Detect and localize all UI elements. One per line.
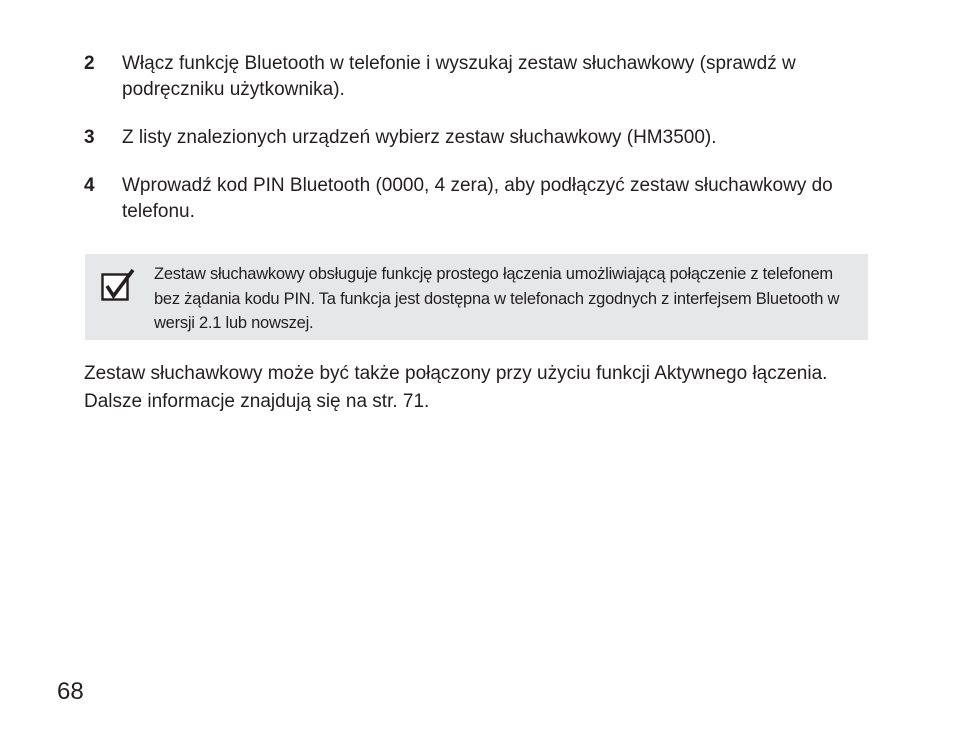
step-item	[84, 173, 874, 225]
step-text: Włącz funkcję Bluetooth w telefonie i wyszukaj zestaw słuchawkowy (sprawdź w podręczniku użytkownika).	[122, 53, 796, 100]
note-box	[85, 254, 868, 340]
checkbox-check-icon	[101, 268, 135, 302]
body-paragraph: Zestaw słuchawkowy może być także połączony przy użyciu funkcji Aktywnego łączenia. Dalsze informacje znajdują się na str. 71.	[84, 363, 828, 412]
step-item	[84, 125, 874, 151]
step-text: Wprowadź kod PIN Bluetooth (0000, 4 zera), aby podłączyć zestaw słuchawkowy do telefonu.	[122, 175, 833, 222]
step-number: 4	[84, 175, 95, 196]
page-number: 68	[57, 678, 84, 705]
step-text: Z listy znalezionych urządzeń wybierz zestaw słuchawkowy (HM3500).	[122, 127, 717, 148]
step-item	[84, 51, 874, 103]
note-text: Zestaw słuchawkowy obsługuje funkcję prostego łączenia umożliwiającą połączenie z telefonem bez żądania kodu PIN. Ta funkcja jest dostępna w telefonach zgodnych z interfejsem Bluetooth w wersji 2.1 lub nowszej.	[154, 265, 840, 332]
step-list	[84, 51, 874, 247]
step-number: 3	[84, 127, 95, 148]
step-number: 2	[84, 53, 95, 74]
